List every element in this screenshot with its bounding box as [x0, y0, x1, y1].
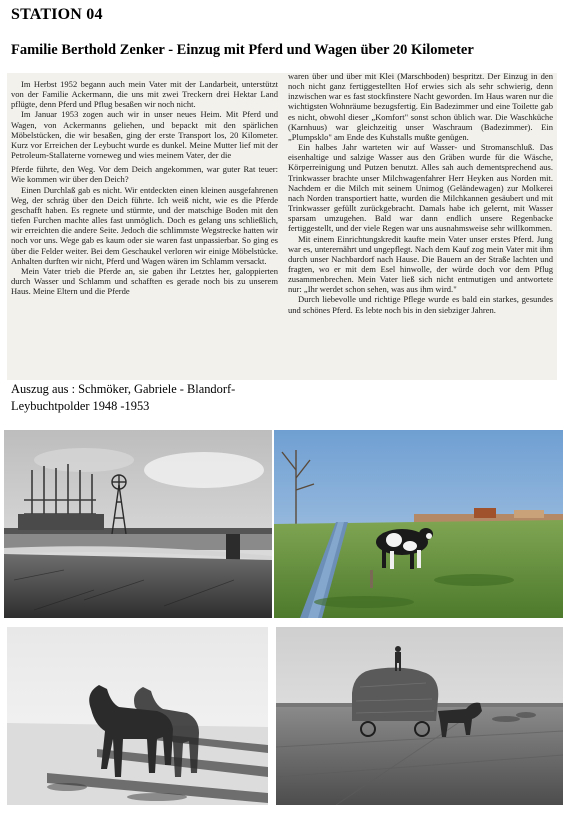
photo-cow [274, 430, 563, 618]
hay-wagon-icon [276, 627, 563, 805]
source-caption: Auszug aus : Schmöker, Gabriele - Blandorf-Leybuchtpolder 1948 -1953 [11, 382, 236, 413]
photo-horses [7, 627, 268, 805]
paragraph: Mit einem Einrichtungskredit kaufte mein Vater unser erstes Pferd. Jung war es, unterernährt und ungepflegt. Nach dem Kauf zog mein Vater mit ihm durch unser Nachbardorf nach Hause. Die Bauern an der Straße lachten und fragten, wo er mit dem Esel hinwolle, der würde doch vor dem Pflug zusammenbrechen. Mein Vater ließ sich nicht entmutigen und antwortete nur: „Ihr werdet schon sehen, was aus ihm wird." [288, 233, 553, 295]
article-right-column [288, 73, 553, 315]
page-title: Familie Berthold Zenker - Einzug mit Pferd und Wagen über 20 Kilometer [11, 42, 474, 58]
paragraph: Im Januar 1953 zogen auch wir in unser neues Heim. Mit Pferd und Wagen, von Ackermanns geliehen, und bepackt mit den spärlichen Möbelstücken, die wir besaßen, ging der erste Transport los, 20 Kilometer. Kurz vor Erreichen der Leybucht wurde es dunkel. Meine Mutter lief mit der Petroleum-Stallaterne vorneweg und wies meinem Vater, der die [11, 109, 278, 161]
station-heading: STATION 04 [11, 6, 103, 23]
photo-construction [4, 430, 272, 618]
paragraph: Ein halbes Jahr warteten wir auf Wasser- und Stromanschluß. Das eisenhaltige und salzige Wasser aus den Gräben wurde für die Wäsche, Körperreinigung und Putzen benutzt. Alles sah auch dementsprechend aus. Trinkwasser brachte unser Milchwagenfahrer Herr Heyken aus Norden mit. Nachdem er die Milch mit seinem Unimog (Geländewagen) zur Molkerei nach Norden transportiert hatte, wurden die Milchkannen gesäubert und mit Trinkwasser gefüllt zurückgebracht. Damals habe ich gelernt, mit Wasser sparsam umzugehen. Bald war dann endlich unsere Regenbacke fertiggestellt, und der viele Regen war uns ausnahmsweise sehr willkommen. [288, 142, 553, 234]
horses-plough-icon [7, 627, 268, 805]
article-scan [7, 73, 557, 380]
paragraph: Durch liebevolle und richtige Pflege wurde es bald ein starkes, gesundes und schönes Pferd. Es lebte noch bis in den siebziger Jahren. [288, 294, 553, 315]
farmhouse-construction-icon [4, 430, 272, 618]
paragraph: waren über und über mit Klei (Marschboden) bespritzt. Der Einzug in den noch nicht ganz fertiggestellten Hof erwies sich als sehr schwierig, denn inzwischen war es fast stockfinstere Nacht geworden. Im Haus waren nur die wichtigsten Wohnräume bezugsfertig. Ein Badezimmer und eine Toilette gab es nicht, obwohl dieser „Komfort" sonst schon üblich war. Die Waschküche (Karnhuus) war gleichzeitig unser Waschraum (Badezimmer). Ein „Plumpsklo" am Ende des Kuhstalls mußte genügen. [288, 73, 553, 142]
paragraph: Mein Vater trieb die Pferde an, sie gaben ihr Letztes her, galoppierten durch Wasser und Schlamm und schafften es gerade noch bis zu unserem Haus. Meine Eltern und die Pferde [11, 265, 278, 297]
paragraph: Im Herbst 1952 begann auch mein Vater mit der Landarbeit, unterstützt von der Familie Ackermann, die uns mit zwei Treckern drei Hektar Land pflügte, denn Pferd und Pflug besaßen wir noch nicht. [11, 79, 278, 110]
paragraph: Einen Durchlaß gab es nicht. Wir entdeckten einen kleinen ausgefahrenen Weg, der schräg über den Deich führte. Ich weiß nicht, wie es die Pferde geschafft haben. Es regnete und stürmte, und der matschige Boden mit den tiefen Furchen machte alles fast unmöglich. Doch es gelang uns schließlich, wir erreichten die andere Seite. Jedoch die schlimmste Wegstrecke hatten wir noch vor uns. Wege gab es kaum oder sie waren fast unpassierbar. So ging es über die Felder weiter. Bei dem Geschaukel verloren wir einige Möbelstücke. Anhalten durften wir nicht, Pferd und Wagen wären im Schlamm versackt. [11, 184, 278, 266]
photo-haywagon [276, 627, 563, 805]
cow-pasture-icon [274, 430, 563, 618]
article-left-column [11, 79, 278, 296]
paragraph: Pferde führte, den Weg. Vor dem Deich angekommen, war guter Rat teuer: Wie kommen wir über den Deich? [11, 164, 278, 185]
